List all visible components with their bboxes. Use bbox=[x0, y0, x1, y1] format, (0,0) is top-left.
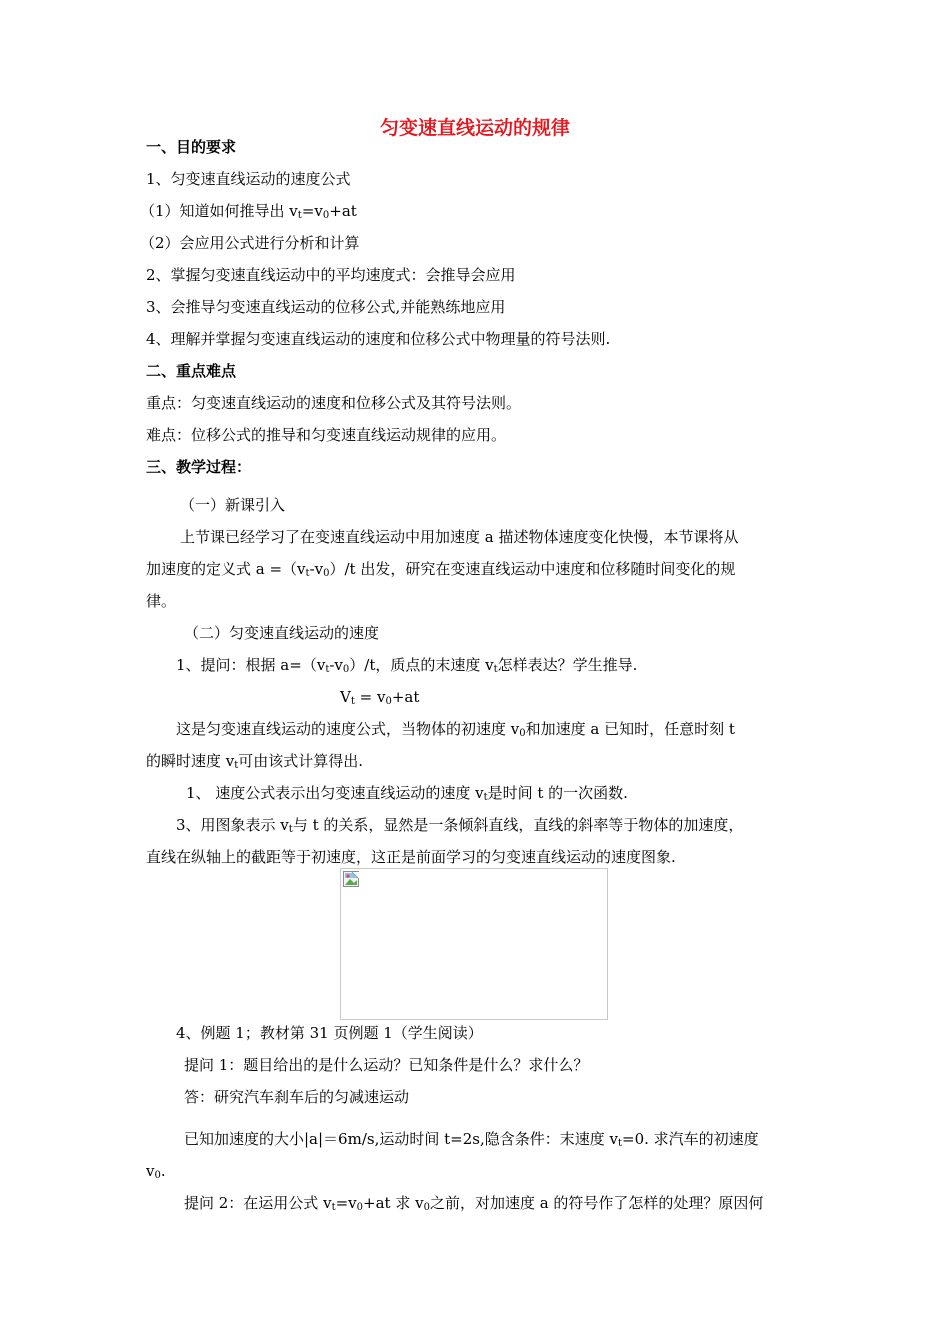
document-title: 匀变速直线运动的规律 bbox=[379, 117, 570, 139]
answer-1: 答：研究汽车刹车后的匀减速运动 bbox=[184, 1088, 410, 1106]
known-conditions-line-2: $v_0$. bbox=[146, 1162, 166, 1181]
explain-line-1: 这是匀变速直线运动的速度公式，当物体的初速度 $v_0$和加速度 a 已知时，任意时刻 t bbox=[176, 720, 735, 739]
objective-item-2: 2、掌握匀变速直线运动中的平均速度式：会推导会应用 bbox=[146, 266, 516, 284]
key-point: 重点：匀变速直线运动的速度和位移公式及其符号法则。 bbox=[146, 394, 522, 412]
intro-line-1: 上节课已经学习了在变速直线运动中用加速度 a 描述物体速度变化快慢，本节课将从 bbox=[180, 528, 739, 546]
part1-heading: （一）新课引入 bbox=[180, 496, 286, 514]
known-conditions: 已知加速度的大小|a|＝6m/s,运动时间 t=2s,隐含条件：末速度 $v_t=0$. 求汽车的初速度 bbox=[184, 1130, 759, 1149]
question-1: 1、提问：根据 $a=(v_t-v_0)/t$，质点的末速度 $v_t$怎样表达？学生推导. bbox=[176, 656, 638, 675]
difficult-point: 难点：位移公式的推导和匀变速直线运动规律的应用。 bbox=[146, 426, 507, 444]
intro-line-3: 律。 bbox=[146, 592, 177, 610]
explain-line-2: 的瞬时速度 $v_t$可由该式计算得出. bbox=[146, 752, 364, 771]
image-placeholder bbox=[340, 868, 608, 1020]
section3-heading: 三、教学过程： bbox=[146, 458, 252, 476]
objective-item-1: 1、匀变速直线运动的速度公式 bbox=[146, 170, 351, 188]
objective-item-4: 4、理解并掌握匀变速直线运动的速度和位移公式中物理量的符号法则. bbox=[146, 330, 611, 348]
intro-line-2: 加速度的定义式 $a =(v_t-v_0)/t$ 出发，研究在变速直线运动中速度和位移随时间变化的规 bbox=[146, 560, 736, 579]
objective-item-1-2: （2）会应用公式进行分析和计算 bbox=[140, 234, 360, 252]
point-1: 1、 速度公式表示出匀变速直线运动的速度 $v_t$是时间 t 的一次函数. bbox=[186, 784, 628, 803]
velocity-formula: $V_t = v_0+at$ bbox=[340, 688, 420, 707]
example-1: 4、例题 1；教材第 31 页例题 1（学生阅读） bbox=[176, 1024, 483, 1042]
part2-heading: （二）匀变速直线运动的速度 bbox=[184, 624, 380, 642]
point-3-line-2: 直线在纵轴上的截距等于初速度，这正是前面学习的匀变速直线运动的速度图象. bbox=[146, 848, 676, 866]
ask-2: 提问 2：在运用公式 $v_t=v_0+at$ 求 $v_0$之前，对加速度 a 的符号作了怎样的处理？原因何 bbox=[184, 1194, 764, 1213]
objective-item-1-1: （1）知道如何推导出 $v_t=v_0+at$ bbox=[140, 202, 357, 221]
objective-item-3: 3、会推导匀变速直线运动的位移公式,并能熟练地应用 bbox=[146, 298, 506, 316]
section2-heading: 二、重点难点 bbox=[146, 362, 237, 380]
section1-heading: 一、目的要求 bbox=[146, 138, 237, 156]
broken-image-icon bbox=[343, 871, 359, 887]
point-3: 3、用图象表示 $v_t$与 t 的关系，显然是一条倾斜直线，直线的斜率等于物体的加速度， bbox=[176, 816, 744, 835]
ask-1: 提问 1：题目给出的是什么运动？已知条件是什么？求什么？ bbox=[184, 1056, 589, 1074]
